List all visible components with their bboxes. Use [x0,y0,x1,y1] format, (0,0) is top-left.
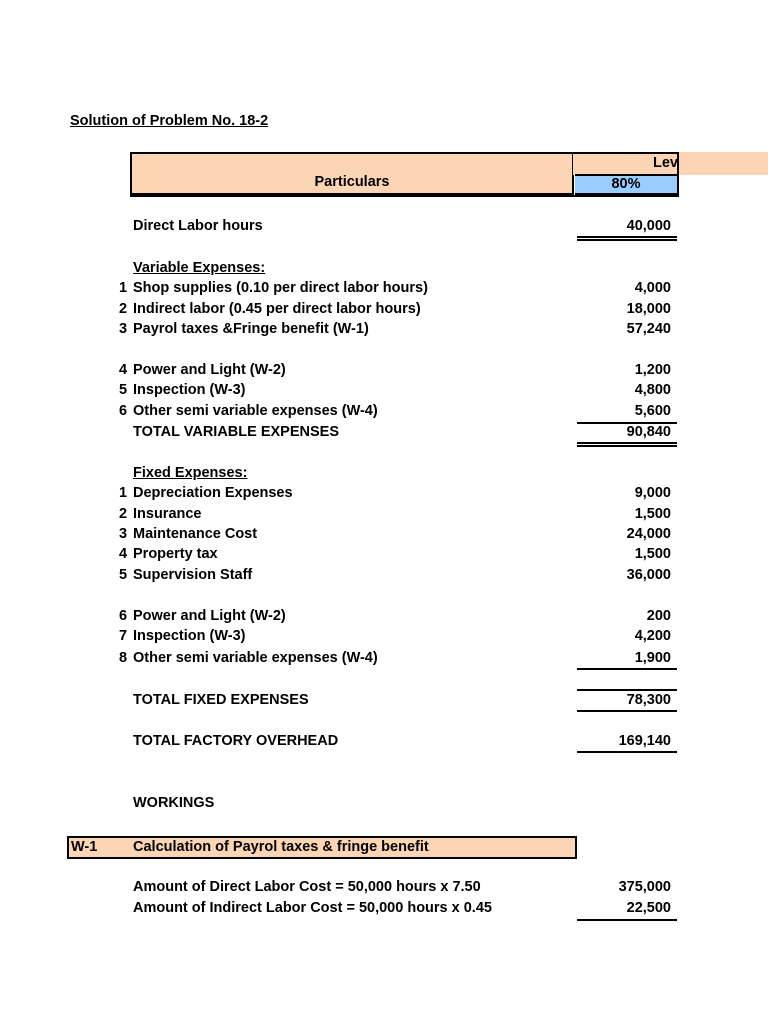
level-header-extension [679,152,768,175]
variable-heading: Variable Expenses: [133,260,266,276]
row-index: 6 [119,608,128,624]
row-label: Payrol taxes &Fringe benefit (W-1) [133,321,369,337]
underline [577,236,677,238]
underline [577,668,677,670]
w1-row-value: 22,500 [626,900,671,916]
row-value: 24,000 [626,526,671,542]
row-label: Indirect labor (0.45 per direct labor hours) [133,301,421,317]
row-index: 5 [119,567,128,583]
w1-row-value: 375,000 [618,879,671,895]
row-index: 4 [119,546,128,562]
row-index: 2 [119,506,128,522]
underline [577,239,677,241]
row-index: 2 [119,301,128,317]
underline [577,442,677,444]
row-index: 3 [119,526,128,542]
direct-labor-value: 40,000 [626,218,671,234]
particulars-label: Particulars [314,174,390,190]
row-label: Power and Light (W-2) [133,362,286,378]
row-label: Maintenance Cost [133,526,258,542]
level-header [573,152,679,175]
row-value: 4,800 [634,382,671,398]
row-value: 9,000 [634,485,671,501]
level-label: Lev [653,155,678,171]
total-overhead-value: 169,140 [618,733,671,749]
row-label: Other semi variable expenses (W-4) [133,650,378,666]
row-value: 1,500 [634,506,671,522]
row-value: 1,900 [634,650,671,666]
row-index: 4 [119,362,128,378]
direct-labor-label: Direct Labor hours [133,218,263,234]
header-bottom-border [130,195,679,197]
workings-heading: WORKINGS [133,795,215,811]
row-value: 4,200 [634,628,671,644]
row-label: Power and Light (W-2) [133,608,286,624]
row-label: Insurance [133,506,202,522]
row-index: 8 [119,650,128,666]
total-fixed-label: TOTAL FIXED EXPENSES [133,692,309,708]
row-value: 57,240 [626,321,671,337]
row-label: Other semi variable expenses (W-4) [133,403,378,419]
w1-row-label: Amount of Direct Labor Cost = 50,000 hours x 7.50 [133,879,481,895]
w1-title: Calculation of Payrol taxes & fringe benefit [133,839,429,855]
row-label: Inspection (W-3) [133,382,246,398]
row-label: Shop supplies (0.10 per direct labor hours) [133,280,428,296]
row-index: 1 [119,280,128,296]
row-value: 1,500 [634,546,671,562]
w1-code: W-1 [71,839,98,855]
row-value: 1,200 [634,362,671,378]
row-index: 6 [119,403,128,419]
w1-header [67,836,577,859]
row-label: Supervision Staff [133,567,253,583]
fixed-heading: Fixed Expenses: [133,465,248,481]
row-label: Inspection (W-3) [133,628,246,644]
row-value: 5,600 [634,403,671,419]
total-overhead-label: TOTAL FACTORY OVERHEAD [133,733,339,749]
underline [577,445,677,447]
total-fixed-value: 78,300 [626,692,671,708]
row-value: 200 [646,608,671,624]
row-label: Depreciation Expenses [133,485,293,501]
row-label: Property tax [133,546,218,562]
row-value: 36,000 [626,567,671,583]
particulars-header [130,152,574,195]
row-index: 3 [119,321,128,337]
row-index: 5 [119,382,128,398]
percent-header: 80% [575,174,679,195]
total-variable-label: TOTAL VARIABLE EXPENSES [133,424,339,440]
row-index: 7 [119,628,128,644]
row-index: 1 [119,485,128,501]
row-value: 18,000 [626,301,671,317]
page-title: Solution of Problem No. 18-2 [70,113,269,129]
row-value: 4,000 [634,280,671,296]
w1-row-label: Amount of Indirect Labor Cost = 50,000 hours x 0.45 [133,900,492,916]
total-variable-value: 90,840 [626,424,671,440]
underline [577,919,677,921]
underline [577,710,677,712]
underline [577,751,677,753]
